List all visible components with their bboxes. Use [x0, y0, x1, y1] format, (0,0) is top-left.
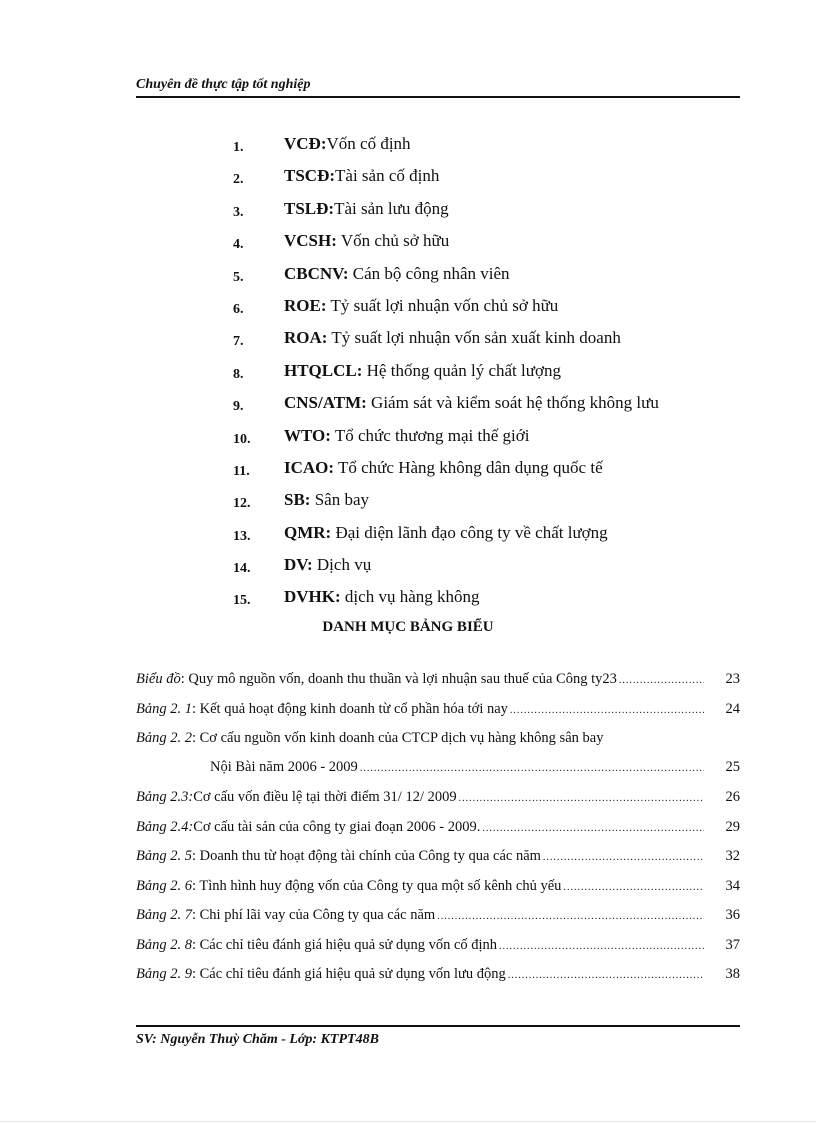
abbreviation-meaning: Cán bộ công nhân viên	[348, 263, 510, 283]
abbreviation-number: 15.	[233, 593, 251, 609]
toc-entry[interactable]	[136, 846, 740, 876]
abbreviation-code: ROE:	[284, 295, 327, 315]
footer-text: SV: Nguyễn Thuỳ Chăm - Lớp: KTPT48B	[136, 1032, 379, 1047]
toc-entry-page: 24	[725, 700, 740, 717]
abbreviation-code: TSCĐ:	[284, 166, 336, 186]
toc-entry-label: Bảng 2. 1	[136, 700, 192, 717]
toc-entry-page: 23	[725, 671, 740, 687]
abbreviation-number: 14.	[233, 561, 251, 577]
abbreviation-number: 7.	[233, 334, 244, 350]
abbreviation-code: VCĐ:	[284, 134, 327, 153]
abbreviation-code: SB:	[284, 490, 311, 510]
toc-leader-dots	[543, 848, 704, 868]
abbreviation-number: 1.	[233, 140, 244, 155]
toc-entry-text: Cơ cấu vốn điều lệ tại thời điểm 31/ 12/ 2009	[193, 789, 457, 805]
abbreviation-meaning: Tổ chức thương mại thế giới	[330, 425, 530, 445]
toc-entry-page: 26	[725, 789, 740, 805]
abbreviation-number: 13.	[233, 528, 251, 544]
abbreviation-code: ROA:	[284, 328, 328, 348]
toc-entry[interactable]	[136, 787, 740, 817]
abbreviation-code: WTO:	[284, 425, 331, 445]
toc-entry-label: Biểu đồ	[136, 671, 181, 687]
abbreviation-code: HTQLCL:	[284, 360, 363, 380]
page-header	[136, 77, 740, 98]
abbreviation-code: DVHK:	[284, 587, 341, 607]
abbreviation-number: 6.	[233, 301, 244, 317]
toc-entry-label: Bảng 2. 7	[136, 907, 192, 923]
abbreviation-meaning: dịch vụ hàng không	[340, 587, 480, 607]
abbreviation-meaning: Tỷ suất lợi nhuận vốn chủ sở hữu	[326, 295, 559, 315]
abbreviation-number: 3.	[233, 204, 244, 220]
abbreviation-meaning: Giám sát và kiểm soát hệ thống không lưu	[366, 393, 659, 413]
abbreviation-code: TSLĐ:	[284, 198, 335, 218]
section-title: DANH MỤC BẢNG BIỂU	[322, 619, 494, 635]
abbreviation-number: 11.	[233, 463, 250, 479]
toc-leader-dots	[459, 789, 704, 809]
toc-entry-page: 38	[725, 966, 740, 982]
toc-entry-label: Bảng 2. 8	[136, 936, 192, 953]
toc-entry[interactable]	[136, 669, 740, 699]
toc-entry-text: : Các chỉ tiêu đánh giá hiệu quả sử dụng vốn cố định	[191, 936, 498, 953]
toc-entry-text: Cơ cấu tài sản của công ty giai đoạn 2006 - 2009.	[193, 818, 481, 835]
toc-entry-page: 29	[725, 818, 740, 835]
toc-entry-page: 32	[725, 848, 740, 864]
toc-entry[interactable]	[136, 935, 740, 965]
abbreviation-meaning: Sân bay	[310, 490, 370, 510]
page-bottom-divider	[0, 1121, 816, 1122]
abbreviation-number: 5.	[233, 269, 244, 285]
abbreviation-meaning: Tổ chức Hàng không dân dụng quốc tế	[334, 457, 603, 477]
abbreviation-number: 4.	[233, 237, 244, 253]
abbreviation-number: 2.	[233, 172, 244, 188]
toc-entry-label: Bảng 2.3:	[136, 789, 194, 805]
toc-leader-dots	[499, 937, 704, 957]
toc-entry-label: Bảng 2. 5	[136, 848, 192, 864]
toc-leader-dots	[482, 819, 704, 839]
abbreviation-meaning: Dịch vụ	[312, 555, 372, 575]
toc-entry[interactable]	[136, 905, 740, 935]
toc-entry-label: Bảng 2.4:	[136, 818, 194, 835]
toc-entry[interactable]	[136, 964, 740, 994]
abbreviation-meaning: Vốn cố định	[326, 134, 411, 153]
abbreviation-code: QMR:	[284, 522, 332, 542]
toc-leader-dots	[437, 907, 704, 927]
abbreviation-meaning: Tỷ suất lợi nhuận vốn sản xuất kinh doanh	[327, 328, 621, 348]
abbreviation-code: DV:	[284, 555, 313, 575]
abbreviation-meaning: Tài sản cố định	[335, 166, 440, 186]
abbreviation-number: 10.	[233, 431, 251, 447]
toc-entry-page: 25	[725, 759, 740, 775]
toc-leader-dots	[508, 966, 704, 986]
page-footer	[136, 1025, 740, 1048]
abbreviation-number: 12.	[233, 496, 251, 512]
toc-entry-text: : Kết quả hoạt động kinh doanh từ cổ phần hóa tới nay	[191, 700, 508, 717]
toc-entry-label: Bảng 2. 2	[136, 730, 192, 746]
abbreviation-meaning: Đại diện lãnh đạo công ty về chất lượng	[331, 522, 608, 542]
abbreviation-code: CNS/ATM:	[284, 393, 367, 413]
toc-entry-continuation: Nội Bài năm 2006 - 2009	[210, 759, 358, 775]
toc-entry-text: : Tình hình huy động vốn của Công ty qua một số kênh chủ yếu	[191, 877, 562, 894]
abbreviation-meaning: Vốn chủ sở hữu	[336, 231, 450, 251]
toc-entry-text: : Doanh thu từ hoạt động tài chính của Công ty qua các năm	[191, 848, 541, 864]
header-title: Chuyên đề thực tập tốt nghiệp	[136, 77, 311, 92]
toc-entry[interactable]	[136, 876, 740, 906]
toc-leader-dots	[563, 878, 704, 898]
toc-entry-text: : Quy mô nguồn vốn, doanh thu thuần và lợi nhuận sau thuế của Công ty23	[180, 671, 617, 687]
abbreviation-code: CBCNV:	[284, 263, 349, 283]
toc-entry-text: : Chi phí lãi vay của Công ty qua các năm	[191, 907, 436, 923]
toc-entry[interactable]	[136, 728, 740, 787]
toc-entry-page: 36	[725, 907, 740, 923]
abbreviation-number: 9.	[233, 399, 244, 415]
toc-entry-label: Bảng 2. 9	[136, 966, 192, 982]
toc-entry-page: 37	[725, 936, 740, 953]
abbreviation-meaning: Tài sản lưu động	[334, 198, 449, 218]
toc-entry[interactable]	[136, 699, 740, 729]
toc-entry-label: Bảng 2. 6	[136, 877, 192, 894]
toc-entry-page: 34	[725, 877, 740, 894]
abbreviation-meaning: Hệ thống quản lý chất lượng	[362, 360, 561, 380]
toc-entry-text: : Cơ cấu nguồn vốn kinh doanh của CTCP dịch vụ hàng không sân bay	[191, 730, 604, 746]
abbreviation-code: ICAO:	[284, 457, 335, 477]
abbreviation-number: 8.	[233, 366, 244, 382]
table-of-tables	[136, 669, 740, 994]
toc-leader-dots	[619, 671, 704, 691]
toc-leader-dots	[510, 701, 704, 721]
toc-entry[interactable]	[136, 817, 740, 847]
toc-leader-dots	[360, 759, 704, 779]
abbreviation-code: VCSH:	[284, 231, 337, 251]
toc-entry-text: : Các chỉ tiêu đánh giá hiệu quả sử dụng vốn lưu động	[191, 966, 506, 982]
